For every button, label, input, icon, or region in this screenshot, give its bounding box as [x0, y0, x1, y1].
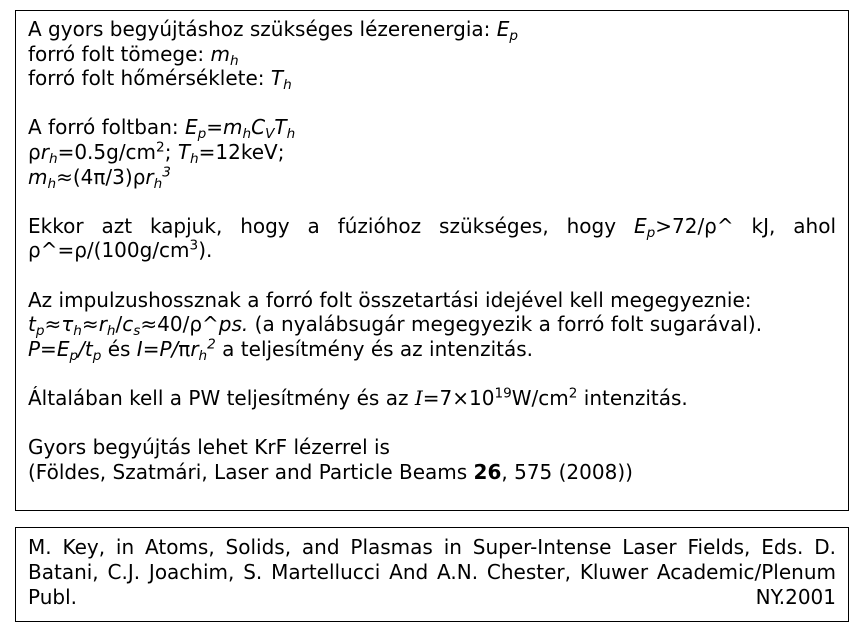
var: m	[210, 41, 231, 66]
line-pulse-length: Az impulzushossznak a forró folt összetartási idejével kell megegyeznie:	[28, 287, 752, 312]
formula-mass: $m_h\approx(4\pi/3)\rho r_h^3$	[28, 164, 171, 192]
sub: p	[509, 28, 519, 45]
text: , 575 (2008))	[501, 459, 633, 484]
line-mass-formula	[28, 165, 836, 190]
sub: h	[283, 77, 292, 94]
var: E	[496, 17, 510, 41]
line-citation	[28, 460, 836, 485]
reference-text: M. Key, in Atoms, Solids, and Plasmas in Super-Intense Laser Fields, Eds. D. Batani, C.J. Joachim, S. Martellucci And A.N. Chester, Kluwer Academic/Plenum Publ. NY.2001	[28, 535, 836, 609]
formula-time: $t_p\approx\tau_h\approx r_h/c_s\approx 40/\rho\^{}ps$.	[28, 312, 249, 340]
line-hotspot-temp	[28, 66, 836, 94]
line-laser-energy	[28, 17, 836, 45]
text: (a nyalábsugár megegyezik a forró folt sugarával).	[248, 312, 763, 337]
line-krf-laser: Gyors begyújtás lehet KrF lézerrel is	[28, 435, 390, 460]
text: A gyors begyújtáshoz szükséges lézerenergia:	[28, 17, 497, 41]
line-density-temp	[28, 139, 836, 168]
formula-energy: $E_p=m_hC_VT_h$	[184, 115, 296, 143]
volume: 26	[473, 459, 502, 484]
paragraph-fusion-condition: Ekkor azt kapjuk, hogy a fúzióhoz szükséges, hogy $E_p>72/\rho\^{}$ kJ, ahol $\rho\^{}=\rho/(100g/cm^3)$.	[28, 213, 836, 263]
text: forró folt tömege:	[28, 41, 211, 66]
text: forró folt hőmérséklete:	[28, 66, 271, 91]
line-power-formula	[28, 337, 836, 362]
text: A forró foltban:	[28, 115, 185, 140]
text: a teljesítmény és az intenzitás.	[215, 336, 534, 361]
main-content-box	[15, 10, 849, 511]
formula-density: $\rho r_h=0.5g/cm^2$; $T_h=12keV$;	[28, 139, 285, 168]
sub: h	[230, 52, 239, 69]
line-hotspot-energy	[28, 115, 836, 143]
text: (Földes, Szatmári, Laser and Particle Beams	[28, 459, 474, 484]
line-hotspot-mass	[28, 42, 836, 67]
var: T	[270, 66, 284, 91]
formula-power: $P=E_p/t_p$ és $I=P/\pi r_h^2$	[28, 336, 216, 364]
reference-box	[15, 527, 849, 622]
line-pw-intensity: Általában kell a PW teljesítmény és az $I=7\times 10^{19}W/cm^2$ intenzitás.	[28, 385, 688, 410]
line-time-formula	[28, 312, 836, 340]
